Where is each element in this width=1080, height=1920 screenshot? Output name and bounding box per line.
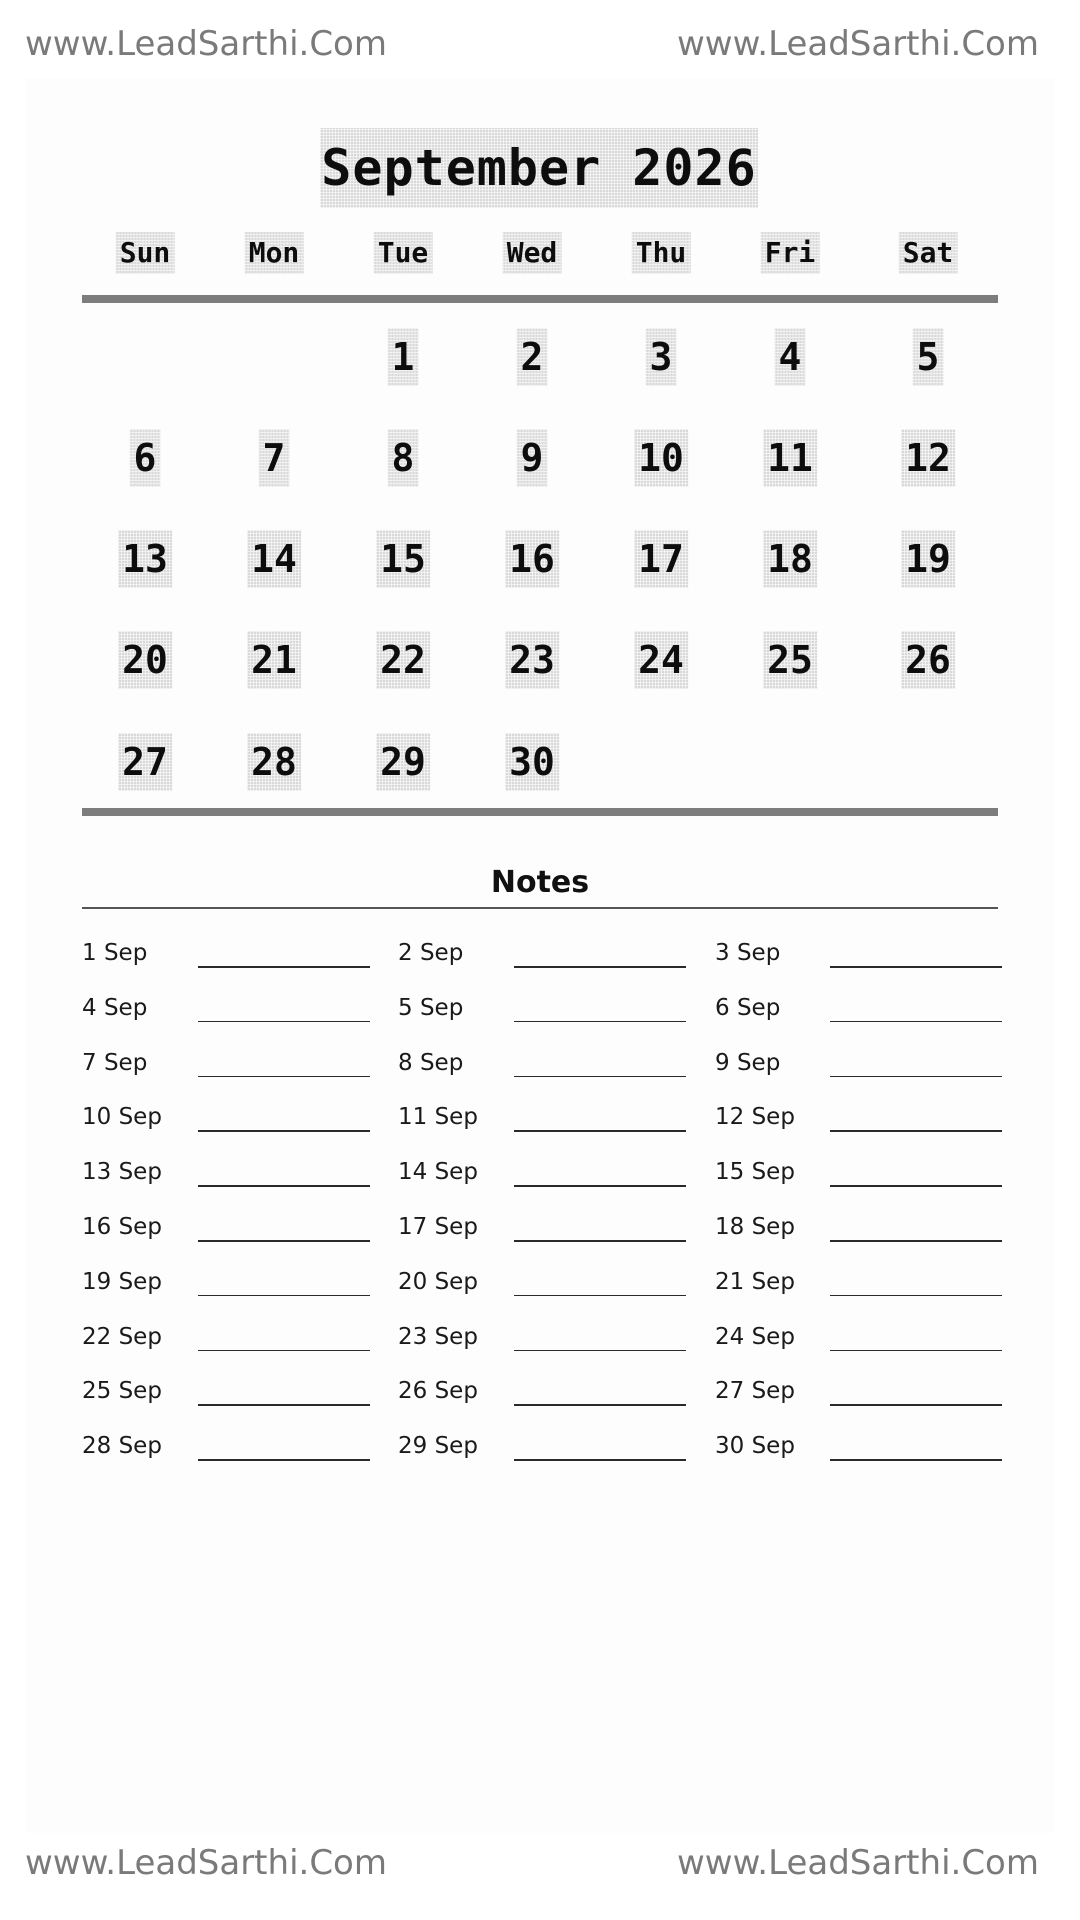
note-date-label: 27 Sep <box>715 1378 795 1405</box>
note-write-line <box>514 1459 686 1461</box>
note-write-line <box>198 1459 370 1461</box>
note-date-label: 26 Sep <box>398 1378 478 1405</box>
weekday-label: Wed <box>503 232 562 274</box>
day-cell: 27 <box>118 733 172 791</box>
note-write-line <box>830 1076 1002 1078</box>
note-write-line <box>514 1295 686 1297</box>
note-write-line <box>198 1295 370 1297</box>
note-write-line <box>830 1295 1002 1297</box>
watermark-bottom-left: www.LeadSarthi.Com <box>25 1843 387 1883</box>
day-cell: 3 <box>646 328 677 386</box>
day-cell: 28 <box>247 733 301 791</box>
day-cell: 4 <box>775 328 806 386</box>
note-date-label: 4 Sep <box>82 994 148 1021</box>
note-write-line <box>198 1130 370 1132</box>
note-date-label: 7 Sep <box>82 1049 148 1076</box>
note-write-line <box>514 1076 686 1078</box>
note-write-line <box>830 1350 1002 1352</box>
note-date-label: 10 Sep <box>82 1104 162 1131</box>
note-write-line <box>514 1130 686 1132</box>
note-date-label: 18 Sep <box>715 1214 795 1240</box>
weekday-label: Mon <box>245 232 304 274</box>
note-date-label: 8 Sep <box>398 1049 464 1076</box>
note-date-label: 6 Sep <box>715 994 781 1021</box>
day-cell: 9 <box>517 429 548 487</box>
watermark-top-left: www.LeadSarthi.Com <box>25 24 387 64</box>
note-date-label: 29 Sep <box>398 1433 478 1460</box>
day-cell: 16 <box>505 530 559 588</box>
note-date-label: 17 Sep <box>398 1214 478 1240</box>
note-write-line <box>830 1021 1002 1023</box>
note-date-label: 19 Sep <box>82 1268 162 1295</box>
note-date-label: 30 Sep <box>715 1433 795 1460</box>
note-date-label: 25 Sep <box>82 1378 162 1405</box>
day-cell: 30 <box>505 733 559 791</box>
note-write-line <box>514 966 686 968</box>
note-date-label: 2 Sep <box>398 940 464 966</box>
note-date-label: 11 Sep <box>398 1104 478 1131</box>
grid-divider <box>82 808 998 816</box>
note-date-label: 9 Sep <box>715 1049 781 1076</box>
note-date-label: 24 Sep <box>715 1323 795 1350</box>
day-cell: 15 <box>376 530 430 588</box>
note-write-line <box>514 1185 686 1187</box>
note-write-line <box>830 1459 1002 1461</box>
note-write-line <box>514 1404 686 1406</box>
note-write-line <box>198 1240 370 1242</box>
note-date-label: 3 Sep <box>715 940 781 966</box>
notes-divider <box>82 907 998 909</box>
note-date-label: 21 Sep <box>715 1268 795 1295</box>
note-write-line <box>830 1185 1002 1187</box>
note-date-label: 14 Sep <box>398 1159 478 1186</box>
day-cell: 22 <box>376 631 430 689</box>
day-cell: 25 <box>763 631 817 689</box>
note-write-line <box>198 1350 370 1352</box>
note-write-line <box>198 1021 370 1023</box>
note-write-line <box>514 1021 686 1023</box>
day-cell: 2 <box>517 328 548 386</box>
day-cell: 29 <box>376 733 430 791</box>
note-write-line <box>198 1404 370 1406</box>
day-cell: 23 <box>505 631 559 689</box>
day-cell: 11 <box>763 429 817 487</box>
month-title: September 2026 <box>320 128 758 208</box>
weekday-label: Tue <box>374 232 433 274</box>
header-divider <box>82 295 998 303</box>
day-cell: 21 <box>247 631 301 689</box>
watermark-top-right: www.LeadSarthi.Com <box>677 24 1039 64</box>
note-write-line <box>514 1350 686 1352</box>
day-cell: 18 <box>763 530 817 588</box>
note-write-line <box>830 1404 1002 1406</box>
day-cell: 6 <box>130 429 161 487</box>
weekday-label: Thu <box>632 232 691 274</box>
note-write-line <box>198 1076 370 1078</box>
note-write-line <box>198 966 370 968</box>
day-cell: 19 <box>901 530 955 588</box>
note-date-label: 28 Sep <box>82 1433 162 1460</box>
note-date-label: 13 Sep <box>82 1159 162 1186</box>
day-cell: 7 <box>259 429 290 487</box>
weekday-label: Fri <box>761 232 820 274</box>
day-cell: 20 <box>118 631 172 689</box>
day-cell: 12 <box>901 429 955 487</box>
day-cell: 1 <box>388 328 419 386</box>
day-cell: 14 <box>247 530 301 588</box>
weekday-label: Sat <box>899 232 958 274</box>
weekday-label: Sun <box>116 232 175 274</box>
note-date-label: 15 Sep <box>715 1159 795 1186</box>
note-date-label: 1 Sep <box>82 940 148 966</box>
day-cell: 13 <box>118 530 172 588</box>
note-date-label: 12 Sep <box>715 1104 795 1131</box>
note-write-line <box>514 1240 686 1242</box>
note-date-label: 22 Sep <box>82 1323 162 1350</box>
note-date-label: 5 Sep <box>398 994 464 1021</box>
day-cell: 17 <box>634 530 688 588</box>
note-write-line <box>198 1185 370 1187</box>
note-write-line <box>830 1240 1002 1242</box>
watermark-bottom-right: www.LeadSarthi.Com <box>677 1843 1039 1883</box>
day-cell: 8 <box>388 429 419 487</box>
note-write-line <box>830 966 1002 968</box>
notes-title: Notes <box>490 865 590 900</box>
note-write-line <box>830 1130 1002 1132</box>
day-cell: 26 <box>901 631 955 689</box>
day-cell: 24 <box>634 631 688 689</box>
day-cell: 10 <box>634 429 688 487</box>
note-date-label: 20 Sep <box>398 1268 478 1295</box>
note-date-label: 16 Sep <box>82 1214 162 1240</box>
note-date-label: 23 Sep <box>398 1323 478 1350</box>
day-cell: 5 <box>913 328 944 386</box>
